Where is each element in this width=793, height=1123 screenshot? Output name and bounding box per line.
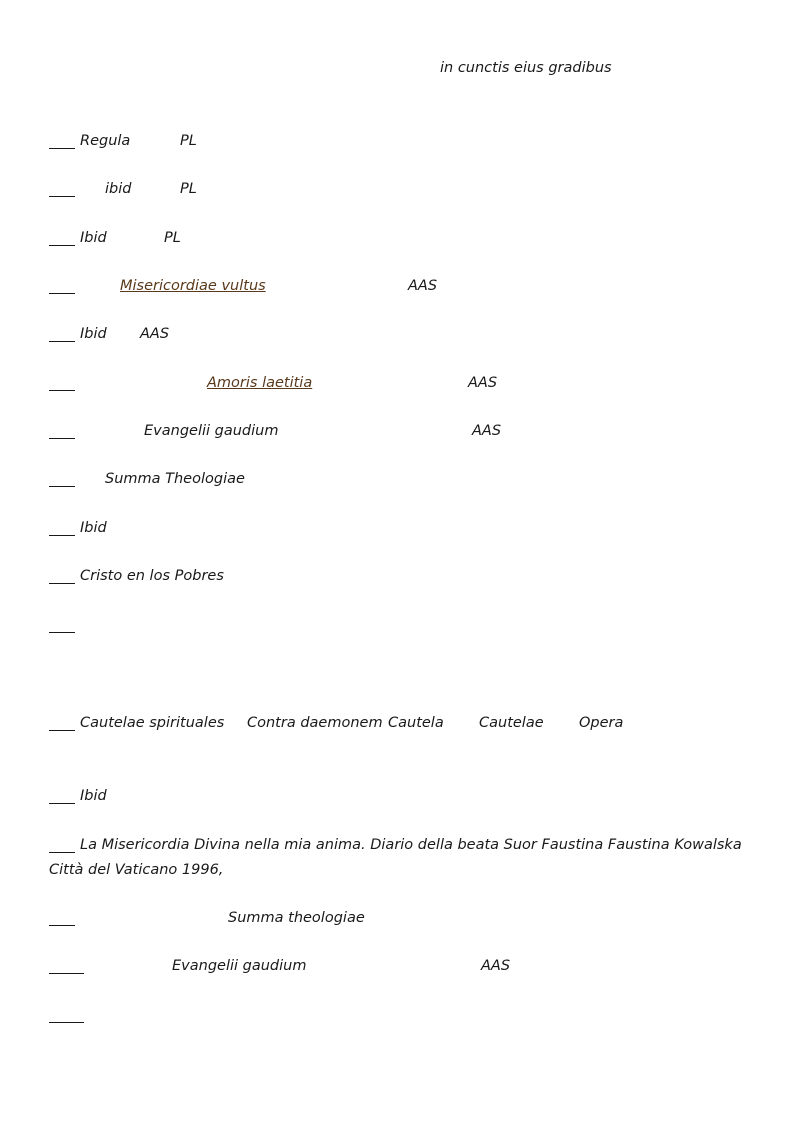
note-text: PL bbox=[180, 133, 197, 149]
footnote-marker bbox=[49, 390, 75, 391]
note-text: AAS bbox=[472, 423, 502, 439]
note-text: Città del Vaticano 1996, bbox=[49, 862, 224, 878]
footnote-marker bbox=[49, 341, 75, 342]
footnote-marker bbox=[49, 632, 75, 633]
note-text: ibid bbox=[105, 181, 132, 197]
header-text: in cunctis eius gradibus bbox=[440, 60, 612, 76]
note-text: Evangelii gaudium bbox=[172, 958, 307, 974]
note-text: Cautelae spirituales bbox=[80, 715, 225, 731]
note-text: Ibid bbox=[80, 230, 107, 246]
note-text: Contra daemonem bbox=[247, 715, 383, 731]
note-text: PL bbox=[180, 181, 197, 197]
footnote-marker bbox=[49, 196, 75, 197]
note-text: La Misericordia Divina nella mia anima. Diario della beata Suor Faustina Faustina Kowalska bbox=[80, 837, 742, 853]
note-text: Summa theologiae bbox=[228, 910, 365, 926]
note-text: Regula bbox=[80, 133, 131, 149]
note-text: Cautelae bbox=[479, 715, 544, 731]
footnote-marker bbox=[49, 583, 75, 584]
note-text: Cristo en los Pobres bbox=[80, 568, 224, 584]
note-text: Ibid bbox=[80, 326, 107, 342]
footnote-marker bbox=[49, 852, 75, 853]
footnote-marker bbox=[49, 925, 75, 926]
footnote-marker bbox=[49, 486, 75, 487]
footnote-marker bbox=[49, 535, 75, 536]
footnote-marker bbox=[49, 148, 75, 149]
note-text: AAS bbox=[481, 958, 511, 974]
footnote-marker bbox=[49, 245, 75, 246]
amoris-laetitia-link[interactable]: Amoris laetitia bbox=[207, 375, 313, 391]
footnote-marker bbox=[49, 438, 75, 439]
note-text: Summa Theologiae bbox=[105, 471, 245, 487]
footnote-marker bbox=[49, 1022, 84, 1023]
note-text: Ibid bbox=[80, 788, 107, 804]
misericordiae-vultus-link[interactable]: Misericordiae vultus bbox=[120, 278, 266, 294]
note-text: AAS bbox=[408, 278, 438, 294]
note-text: AAS bbox=[468, 375, 498, 391]
note-text: Opera bbox=[579, 715, 624, 731]
note-text: Evangelii gaudium bbox=[144, 423, 279, 439]
note-text: Ibid bbox=[80, 520, 107, 536]
note-text: Cautela bbox=[388, 715, 444, 731]
footnote-marker bbox=[49, 293, 75, 294]
footnote-marker bbox=[49, 730, 75, 731]
footnote-marker bbox=[49, 803, 75, 804]
footnote-marker bbox=[49, 973, 84, 974]
note-text: AAS bbox=[140, 326, 170, 342]
note-text: PL bbox=[164, 230, 181, 246]
